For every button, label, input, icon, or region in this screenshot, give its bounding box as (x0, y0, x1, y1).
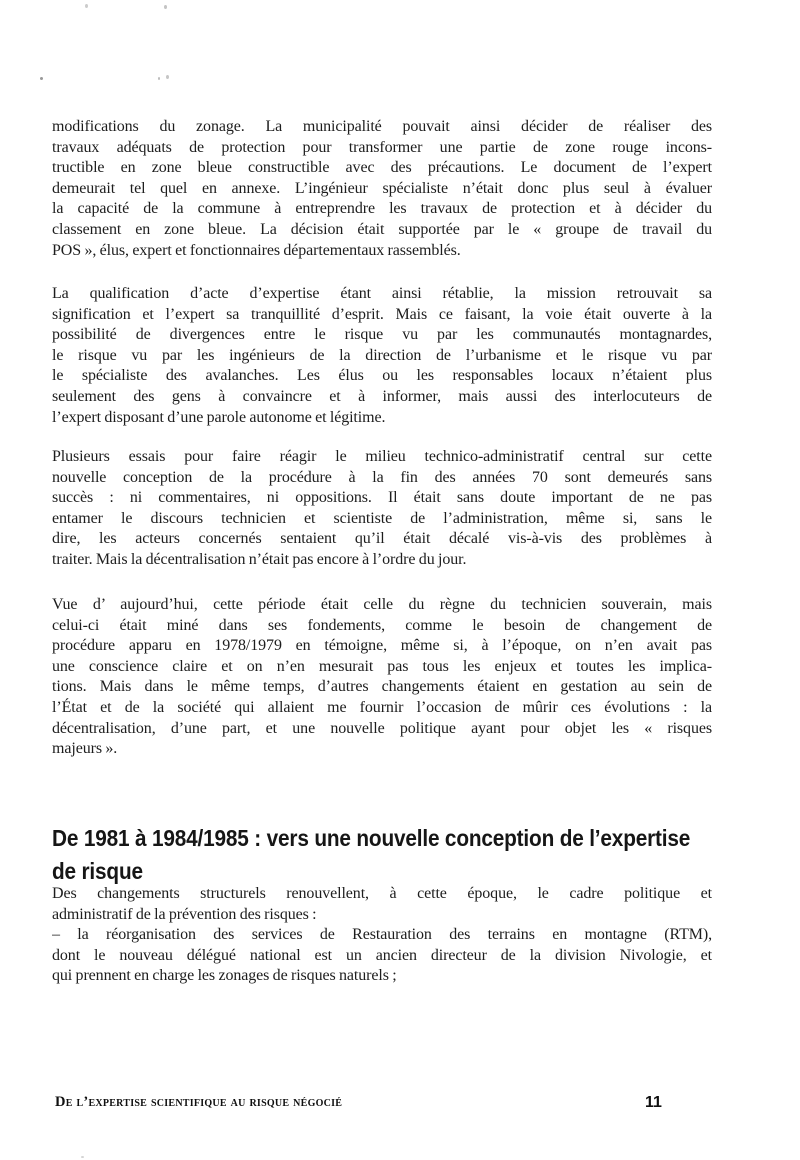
paragraph-1 (52, 117, 712, 261)
paragraph-5-list-item (52, 925, 712, 987)
text-line: celui-ci était miné dans ses fondements, comme le besoin de changement de (52, 616, 712, 634)
scan-speck (85, 4, 88, 8)
text-line: classement en zone bleue. La décision était supportée par le « groupe de travail du (52, 220, 712, 238)
scan-speck (40, 77, 43, 80)
text-line: la capacité de la commune à entreprendre les travaux de protection et à décider du (52, 200, 712, 218)
scan-speck (158, 77, 160, 80)
text-line: de risque (52, 858, 143, 884)
text-line: une conscience claire et on n’en mesurait pas tous les enjeux et toutes les implica- (52, 657, 712, 675)
text-line: POS », élus, expert et fonctionnaires départementaux rassemblés. (52, 241, 461, 259)
text-line: succès : ni commentaires, ni oppositions. Il était sans doute important de ne pas (52, 489, 712, 507)
text-line: décentralisation, d’une part, et une nouvelle politique ayant pour objet les « risques (52, 719, 712, 737)
paragraph-4 (52, 595, 712, 760)
text-line: l’expert disposant d’une parole autonome et légitime. (52, 408, 386, 426)
text-line: De 1981 à 1984/1985 : vers une nouvelle conception de l’expertise (52, 824, 691, 851)
text-line: demeurait tel quel en annexe. L’ingénieur spécialiste n’était donc plus seul à évaluer (52, 179, 712, 197)
text-line: majeurs ». (52, 740, 118, 758)
scan-speck (81, 1156, 84, 1158)
text-line: Des changements structurels renouvellent, à cette époque, le cadre politique et (52, 885, 712, 902)
text-line: La qualification d’acte d’expertise étant ainsi rétablie, la mission retrouvait sa (52, 285, 712, 302)
scan-speck (164, 5, 167, 9)
page-number: 11 (645, 1094, 662, 1111)
text-line: qui prennent en charge les zonages de risques naturels ; (52, 967, 397, 985)
text-line: seulement des gens à convaincre et à informer, mais aussi des interlocuteurs de (52, 387, 712, 405)
text-line: tructible en zone bleue constructible avec des précautions. Le document de l’expert (52, 159, 712, 177)
text-line: administratif de la prévention des risques : (52, 905, 317, 923)
text-line: signification et l’expert sa tranquillité d’esprit. Mais ce faisant, la voie était ouverte à la (52, 305, 712, 323)
text-line: – la réorganisation des services de Restauration des terrains en montagne (RTM), (52, 926, 712, 944)
text-line: procédure apparu en 1978/1979 en témoigne, même si, à l’époque, on n’en avait pas (52, 637, 712, 655)
text-line: possibilité de divergences entre le risque vu par les communautés montagnardes, (52, 326, 712, 344)
text-line: entamer le discours technicien et scientiste de l’administration, même si, sans le (52, 509, 712, 527)
section-heading (52, 822, 712, 889)
text-line: le risque vu par les ingénieurs de la direction de l’urbanisme et le risque vu par (52, 346, 712, 364)
paragraph-5-intro (52, 884, 712, 925)
text-line: nouvelle conception de la procédure à la fin des années 70 sont demeurés sans (52, 468, 712, 486)
text-line: Plusieurs essais pour faire réagir le milieu technico-administratif central sur cette (52, 448, 712, 465)
text-line: Vue d’ aujourd’hui, cette période était celle du règne du technicien souverain, mais (52, 596, 712, 613)
text-line: dont le nouveau délégué national est un ancien directeur de la division Nivologie, et (52, 946, 712, 964)
text-line: travaux adéquats de protection pour transformer une partie de zone rouge incons- (52, 138, 712, 156)
paragraph-2 (52, 284, 712, 428)
text-line: traiter. Mais la décentralisation n’était pas encore à l’ordre du jour. (52, 550, 467, 568)
scan-speck (166, 75, 169, 79)
text-line: l’État et de la société qui allaient me fournir l’occasion de mûrir ces évolutions : la (52, 698, 712, 716)
text-line: modifications du zonage. La municipalité pouvait ainsi décider de réaliser des (52, 118, 712, 135)
text-line: le spécialiste des avalanches. Les élus ou les responsables locaux n’étaient plus (52, 367, 712, 385)
text-line: dire, les acteurs concernés sentaient qu’il était décalé vis-à-vis des problèmes à (52, 530, 712, 548)
running-title: De l’expertise scientifique au risque négocié (55, 1094, 343, 1110)
text-line: tions. Mais dans le même temps, d’autres changements étaient en gestation au sein de (52, 678, 712, 696)
paragraph-3 (52, 447, 712, 571)
